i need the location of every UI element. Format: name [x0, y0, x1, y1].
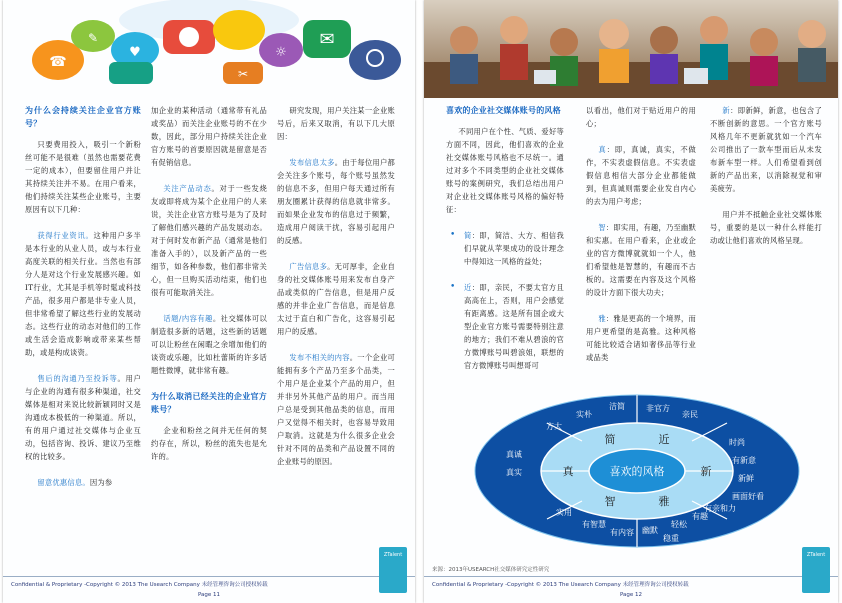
svg-text:☎: ☎: [49, 54, 67, 70]
source-note: 来源：2013年USEARCH社交媒体研究定性研究: [432, 567, 550, 573]
outer-label: 有亲和力: [704, 504, 736, 513]
outer-label: 非官方: [646, 404, 670, 413]
rss-icon: [179, 27, 199, 47]
outer-label: 方大: [546, 422, 562, 431]
outer-label: 有内容: [610, 528, 634, 537]
page-12: [424, 0, 838, 603]
outer-label: 洁简: [609, 402, 625, 411]
paragraph: 加企业的某种活动（通常带有礼品或奖品）而关注企业账号的不在少数，因此，部分用户持续关注企业官方账号的首要原因就是留意是否有促销信息。: [151, 106, 267, 167]
page-number: Page 11: [197, 592, 221, 598]
section-heading-why-unfollow: 为什么取消已经关注的企业官方账号？: [151, 392, 267, 414]
right-column-2: [586, 104, 696, 364]
svg-text:☼: ☼: [275, 45, 287, 60]
diagram-center-label: 喜欢的风格: [609, 465, 665, 478]
paragraph: 用户并不抵触企业社交媒体账号，重要的是以一种什么样能打动或让他们喜欢的风格呈现。: [710, 210, 822, 245]
outer-label: 实朴: [576, 410, 592, 419]
paragraph: 企业和粉丝之间并无任何的契约存在，所以，粉丝的流失也是允许的。: [151, 426, 267, 461]
style-smart: 智：即实用，有趣，乃至幽默和实惠。在用户看来，企业或企业的官方微博就就如一个人，他们希望他是智慧的，有趣而不古板的。这需要在内容及这个风格的设计方面下很大功夫；: [586, 223, 696, 297]
svg-text:✎: ✎: [87, 31, 99, 45]
reason-irrelevant-content: 发布不相关的内容。一个企业可能拥有多个产品乃至多个品类，一个用户是企业某个产品的用户，但并非另外其他产品的用户。而当用户总是受到其他品类的信息，而用户又觉得不相关时，也容易导致用户取消。这就是为什么很多企业会针对不同的品类和产品设置不同的企业账号的原因。: [277, 353, 395, 466]
outer-label: 稳重: [663, 534, 679, 543]
reason-after-sales: 售后的沟通乃至投诉等。用户与企业的沟通有很多种渠道，社交媒体是相对来说比较新颖同时又是沟通成本极低的一种渠道。所以，有的用户通过社交媒体与企业互动，包括咨询、投诉、建议乃至维权的比较多。: [25, 374, 141, 461]
copyright-text: Confidential & Proprietary -Copyright © 2013 The Usearch Company 未经管理咨询公司授权转载: [432, 582, 689, 588]
company-logo-icon: ZTalent: [379, 547, 407, 593]
paragraph: 只要费用投入，吸引一个新粉丝可能不是很难（虽然也需要花费一定的成本），但要留住用户并让其持续关注并不易。在用户看来，他们持续关注某些企业账号，主要原因有以下几种：: [25, 140, 141, 214]
paragraph: 不同用户在个性、气质、爱好等方面不同，因此，他们喜欢的企业社交媒体账号风格也不尽统一。通过对多个不同类型的企业社交媒体账号的案例研究，我们总结出用户对企业社交媒体账号风格的偏好特征：: [446, 127, 564, 214]
core-label-smart: 智: [604, 495, 616, 508]
left-column-2: [151, 104, 267, 476]
core-label-elegant: 雅: [658, 495, 670, 508]
outer-label: 实用: [556, 508, 572, 517]
outer-label: 幽默: [642, 526, 658, 535]
style-elegant: 雅：雅是更高的一个境界，而用户更希望的是高雅。这种风格可能比较适合诸如奢侈品等行业或品类: [586, 314, 696, 362]
outer-label: 有新意: [732, 456, 756, 465]
outer-label: 画面好看: [732, 492, 764, 501]
outer-label: 真诚: [506, 450, 522, 459]
right-column-1: [446, 104, 564, 385]
core-label-sincere: 真: [562, 465, 574, 478]
svg-text:♥: ♥: [129, 45, 141, 60]
outer-label: 时尚: [729, 438, 745, 447]
outer-label: 有趣: [692, 512, 708, 521]
page-footer: [3, 552, 415, 603]
left-column-3: [277, 104, 395, 481]
core-label-fresh: 新: [700, 465, 712, 478]
outer-label: 有智慧: [582, 520, 606, 529]
reason-too-many-posts: 发布信息太多。由于每位用户都会关注多个账号，每个账号虽然发的信息不多，但用户每天通过所有朋友圈累计获得的信息就非常多。而如果企业发布的信息过于频繁，造成用户阅读干扰，容易引起用户的反感。: [277, 158, 395, 245]
copyright-text: Confidential & Proprietary -Copyright © 2013 The Usearch Company 未经管理咨询公司授权转载: [11, 582, 268, 588]
people-with-devices-header-photo: [424, 0, 838, 98]
outer-label: 亲民: [682, 410, 698, 419]
section-heading-favorite-style: 喜欢的企业社交媒体账号的风格: [446, 106, 561, 115]
core-label-approachable: 近: [658, 433, 670, 446]
outer-label: 真实: [506, 468, 522, 477]
right-column-3: [710, 104, 822, 260]
svg-text:✂: ✂: [237, 67, 249, 81]
style-fresh: 新：即新鲜，新意，也包含了不断创新的意思。一个官方账号风格几年不更新就犹如一个汽车公司推出了一款车型而后从未发布新车型一样。人们希望看到创新的产品出来，以消除视觉和审美疲劳。: [710, 106, 823, 193]
style-concise: • 简：即，简洁、大方、相信我们早就从苹果成功的设计理念中得知这一风格的益处；: [446, 229, 564, 268]
company-logo-icon: ZTalent: [802, 547, 830, 593]
outer-label: 新鲜: [738, 474, 754, 483]
reason-promotions: 留意优惠信息。因为参: [37, 478, 113, 487]
reason-interesting-content: 话题/内容有趣。社交媒体可以制造很多新的话题，这些新的话题可以让粉丝在闲暇之余增加他们的谈资或乐趣，比如杜蕾斯的许多话题性微博，就非常有趣。: [151, 314, 268, 375]
paragraph: 研究发现，用户关注某一企业账号后，后来又取消，有以下几大原因：: [277, 106, 395, 141]
left-column-1: [25, 104, 141, 502]
social-media-header-illustration: [3, 0, 415, 96]
section-heading-why-follow: 为什么会持续关注企业官方账号？: [25, 106, 141, 128]
reason-industry-info: 获得行业资讯。这种用户多半是本行业的从业人员，或与本行业高度关联的相关行业。当然也有部分人是对这个行业发展感兴趣。如IT行业，尤其是手机等时髦或科技产品，很多用户都是非专业人员，但非常希望了解这些行业的发展动态。这些行业的动态对他们的工作或生活会造成影响或带来某些帮助，或是构成谈资。: [25, 231, 142, 357]
outer-label: 轻松: [671, 520, 687, 529]
reason-too-many-ads: 广告信息多。无可厚非，企业自身的社交媒体账号用来发布自身产品或类似的广告信息，但是用户反感的并非企业广告信息，而是信息太过于直白和广告化，这容易引起用户的反感。: [277, 262, 395, 336]
core-label-concise: 简: [604, 433, 616, 446]
page-number: Page 12: [619, 592, 643, 598]
reason-product-updates: 关注产品动态。对于一些发烧友或即将成为某个企业用户的人来说，关注企业官方账号是为了及时了解他们感兴趣的产品发展动态。对于何时发布新产品（通常是他们准备入手的），以及新产品的一些细节，如各种参数，他们都非常关心，但一旦购买活动结束，他们也很有可能取消关注。: [151, 184, 267, 297]
svg-text:✉: ✉: [319, 29, 335, 50]
style-ellipse-diagram: [472, 393, 802, 563]
style-sincere: 真：即，真诚，真实，不做作，不实表虚假信息。不实表虚假信息相信大部分企业都能做到，但真诚则需要企业发自内心的去为用户考虑；: [586, 145, 697, 206]
style-approachable: • 近：即，亲民，不要太官方且高高在上，否则，用户会感觉有距离感。这是所有国企或大型企业官方账号需要特别注意的地方；我们不难从碧浪的官方微博账号叫碧浪姐，联想的官方微博账号叫想哥可: [446, 281, 564, 372]
page-11: [3, 0, 415, 603]
paragraph: 以看出，他们对于贴近用户的用心；: [586, 106, 696, 128]
